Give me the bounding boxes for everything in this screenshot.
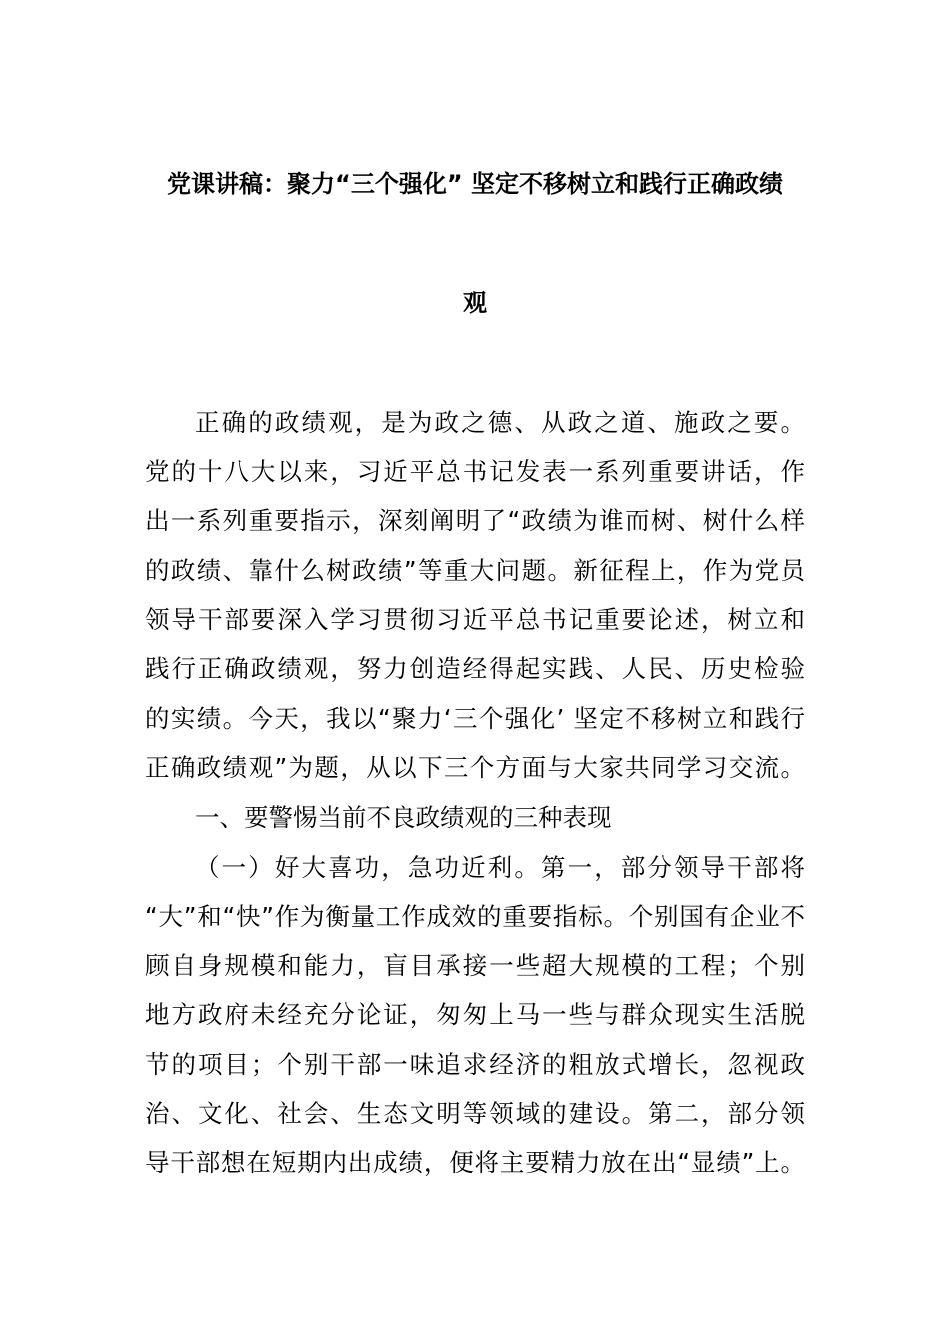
paragraph-1-line-7: 的实绩。今天，我以“聚力‘三个强化’ 坚定不移树立和践行 bbox=[145, 704, 805, 733]
paragraph-1-line-1: 正确的政绩观，是为政之德、从政之道、施政之要。 bbox=[195, 408, 805, 437]
paragraph-1-line-8: 正确政绩观”为题，从以下三个方面与大家共同学习交流。 bbox=[145, 753, 805, 782]
document-title-line-1: 党课讲稿：聚力“三个强化” 坚定不移树立和践行正确政绩 bbox=[167, 170, 783, 198]
paragraph-1-line-2: 党的十八大以来，习近平总书记发表一系列重要讲话，作 bbox=[145, 457, 805, 486]
document-title-line-2: 观 bbox=[463, 289, 487, 317]
paragraph-2-line-3: 顾自身规模和能力，盲目承接一些超大规模的工程；个别 bbox=[145, 951, 805, 980]
paragraph-2-line-1: （一）好大喜功，急功近利。第一，部分领导干部将 bbox=[195, 853, 805, 882]
paragraph-2-line-2: “大”和“快”作为衡量工作成效的重要指标。个别国有企业不 bbox=[145, 902, 805, 931]
paragraph-2-line-5: 节的项目；个别干部一味追求经济的粗放式增长，忽视政 bbox=[145, 1050, 805, 1079]
paragraph-1-line-6: 践行正确政绩观，努力创造经得起实践、人民、历史检验 bbox=[145, 654, 805, 683]
paragraph-2-line-6: 治、文化、社会、生态文明等领域的建设。第二，部分领 bbox=[145, 1099, 805, 1128]
paragraph-1-line-4: 的政绩、靠什么树政绩”等重大问题。新征程上，作为党员 bbox=[145, 556, 805, 585]
paragraph-1-line-3: 出一系列重要指示，深刻阐明了“政绩为谁而树、树什么样 bbox=[145, 506, 805, 535]
section-heading-1: 一、要警惕当前不良政绩观的三种表现 bbox=[195, 803, 612, 832]
paragraph-1-line-5: 领导干部要深入学习贯彻习近平总书记重要论述，树立和 bbox=[145, 605, 805, 634]
paragraph-2-line-7: 导干部想在短期内出成绩，便将主要精力放在出“显绩”上。 bbox=[145, 1148, 805, 1177]
paragraph-2-line-4: 地方政府未经充分论证，匆匆上马一些与群众现实生活脱 bbox=[145, 1000, 805, 1029]
